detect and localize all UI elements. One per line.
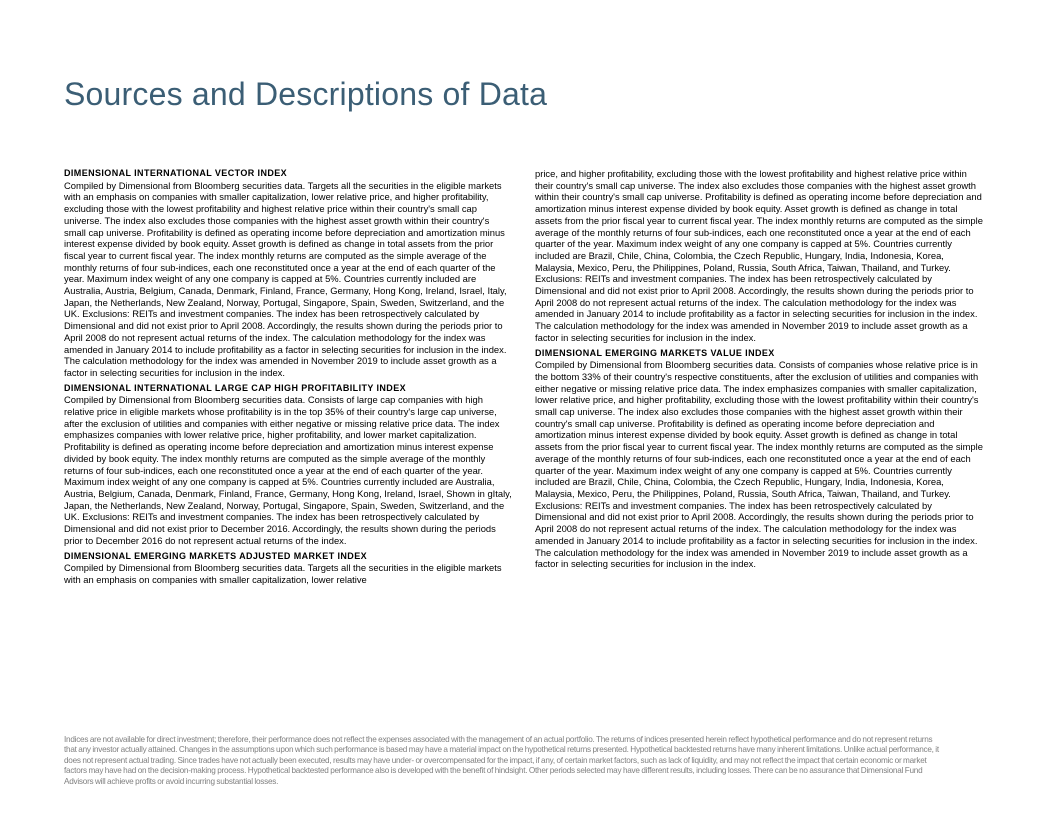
section-text-emerging-markets-adjusted-market-part1: Compiled by Dimensional from Bloomberg securities data. Targets all the securities in the eligible markets with an emphasis on companies with smaller capitalization, lower relative <box>64 562 502 585</box>
section-heading-international-vector: DIMENSIONAL INTERNATIONAL VECTOR INDEX <box>64 168 288 178</box>
section-heading-emerging-markets-adjusted-market: DIMENSIONAL EMERGING MARKETS ADJUSTED MARKET INDEX <box>64 550 368 561</box>
right-column <box>535 168 983 570</box>
left-column <box>64 168 512 586</box>
section-heading-international-large-cap-high-profitability: DIMENSIONAL INTERNATIONAL LARGE CAP HIGH PROFITABILITY INDEX <box>64 382 407 393</box>
section-text-emerging-markets-adjusted-market-part2: price, and higher profitability, excluding those with the lowest profitability and highest relative price within their country's small cap universe. The index also excludes those companies with the highest asset growth within their country's small cap universe. Profitability is defined as operating income before depreciation and amortization minus interest expense divided by book equity. Asset growth is defined as change in total assets from the prior fiscal year to current fiscal year. The index monthly returns are computed as the simple average of the monthly returns of four sub-indices, each one reconstituted once a year at the end of each quarter of the year. Maximum index weight of any one company is capped at 5%. Countries currently included are Brazil, Chile, China, Colombia, the Czech Republic, Hungary, India, Indonesia, Korea, Malaysia, Mexico, Peru, the Philippines, Poland, Russia, South Africa, Taiwan, Thailand, and Turkey. Exclusions: REITs and investment companies. The index has been retrospectively calculated by Dimensional and did not exist prior to April 2008. Accordingly, the results shown during the periods prior to April 2008 do not represent actual returns of the index. The calculation methodology for the index was amended in January 2014 to include profitability as a factor in selecting securities for inclusion in the index. The calculation methodology for the index was amended in November 2019 to include asset growth as a factor in selecting securities for inclusion in the index. <box>535 168 983 343</box>
page-title: Sources and Descriptions of Data <box>64 76 548 112</box>
section-heading-emerging-markets-value: DIMENSIONAL EMERGING MARKETS VALUE INDEX <box>535 347 775 358</box>
section-text-international-vector: Compiled by Dimensional from Bloomberg securities data. Targets all the securities in the eligible markets with an emphasis on companies with smaller capitalization, lower relative price, and higher profitability, excluding those with the lowest profitability and highest relative price within their country's small cap universe. The index also excludes those companies with the highest asset growth within their country's small cap universe. Profitability is defined as operating income before depreciation and amortization minus interest expense divided by book equity. Asset growth is defined as change in total assets from the prior fiscal year to current fiscal year. The index monthly returns are computed as the simple average of the monthly returns of four sub-indices, each one reconstituted once a year at the end of each quarter of the year. Maximum index weight of any one company is capped at 5%. Countries currently included are Australia, Austria, Belgium, Canada, Denmark, Finland, France, Germany, Hong Kong, Ireland, Israel, Italy, Japan, the Netherlands, New Zealand, Norway, Portugal, Singapore, Spain, Sweden, Switzerland, and the UK. Exclusions: REITs and investment companies. The index has been retrospectively calculated by Dimensional and did not exist prior to April 2008. Accordingly, the results shown during the periods prior to April 2008 do not represent actual returns of the index. The calculation methodology for the index was amended in January 2014 to include profitability as a factor in selecting securities for inclusion in the index. The calculation methodology for the index was amended in November 2019 to include asset growth as a factor in selecting securities for inclusion in the index. <box>64 179 507 378</box>
section-text-international-large-cap-high-profitability: Compiled by Dimensional from Bloomberg securities data. Consists of large cap companies with high relative price in eligible markets whose profitability is in the top 35% of their country's large cap universe, after the exclusion of utilities and companies with either negative or missing relative price data. The index emphasizes companies with lower relative price, higher profitability, and lower market capitalization. Profitability is defined as operating income before depreciation and amortization minus interest expense divided by book equity. The index monthly returns are computed as the simple average of the monthly returns of four sub-indices, each one reconstituted once a year at the end of each quarter of the year. Maximum index weight of any one company is capped at 5%. Countries currently included are Australia, Austria, Belgium, Canada, Denmark, Finland, France, Germany, Hong Kong, Ireland, Israel, Shown in gItaly, Japan, the Netherlands, New Zealand, Norway, Portugal, Singapore, Spain, Sweden, Switzerland, and the UK. Exclusions: REITs and investment companies. The index has been retrospectively calculated by Dimensional and did not exist prior to December 2016. Accordingly, the results shown during the periods prior to December 2016 do not represent actual returns of the index. <box>64 394 512 546</box>
section-text-emerging-markets-value: Compiled by Dimensional from Bloomberg securities data. Consists of companies whose relative price is in the bottom 33% of their country's respective constituents, after the exclusion of utilities and companies with either negative or missing relative price data. The index emphasizes companies with smaller capitalization, lower relative price, and higher profitability, excluding those with the lowest profitability within their country's small cap universe. The index also excludes those companies with the highest asset growth within their country's small cap universe. Profitability is defined as operating income before depreciation and amortization minus interest expense divided by book equity. Asset growth is defined as change in total assets from the prior fiscal year to current fiscal year. The index monthly returns are computed as the simple average of the monthly returns of four sub-indices, each one reconstituted once a year at the end of each quarter of the year. Maximum index weight of any one company is capped at 5%. Countries currently included are Brazil, Chile, China, Colombia, the Czech Republic, Hungary, India, Indonesia, Korea, Malaysia, Mexico, Peru, the Philippines, Poland, Russia, South Africa, Taiwan, Thailand, and Turkey. Exclusions: REITs and investment companies. The index has been retrospectively calculated by Dimensional and did not exist prior to April 2008. Accordingly, the results shown during the periods prior to April 2008 do not represent actual returns of the index. The calculation methodology for the index was amended in January 2014 to include profitability as a factor in selecting securities for inclusion in the index. The calculation methodology for the index was amended in November 2019 to include asset growth as a factor in selecting securities for inclusion in the index. <box>535 359 983 570</box>
disclaimer-footnote: Indices are not available for direct investment; therefore, their performance does not reflect the expenses associated with the management of an actual portfolio. The returns of indices presented herein reflect hypothetical performance and do not represent returns that any investor actually attained. Changes in the assumptions upon which such performance is based may have a material impact on the hypothetical returns presented. Hypothetical backtested returns have many inherent limitations. Unlike actual performance, it does not represent actual trading. Since trades have not actually been executed, results may have under- or overcompensated for the impact, if any, of certain market factors, such as lack of liquidity, and may not reflect the impact that certain economic or market factors may have had on the decision-making process. Hypothetical backtested performance also is developed with the benefit of hindsight. Other periods selected may have different results, including losses. There can be no assurance that Dimensional Fund Advisors will achieve profits or avoid incurring substantial losses. <box>64 735 939 786</box>
